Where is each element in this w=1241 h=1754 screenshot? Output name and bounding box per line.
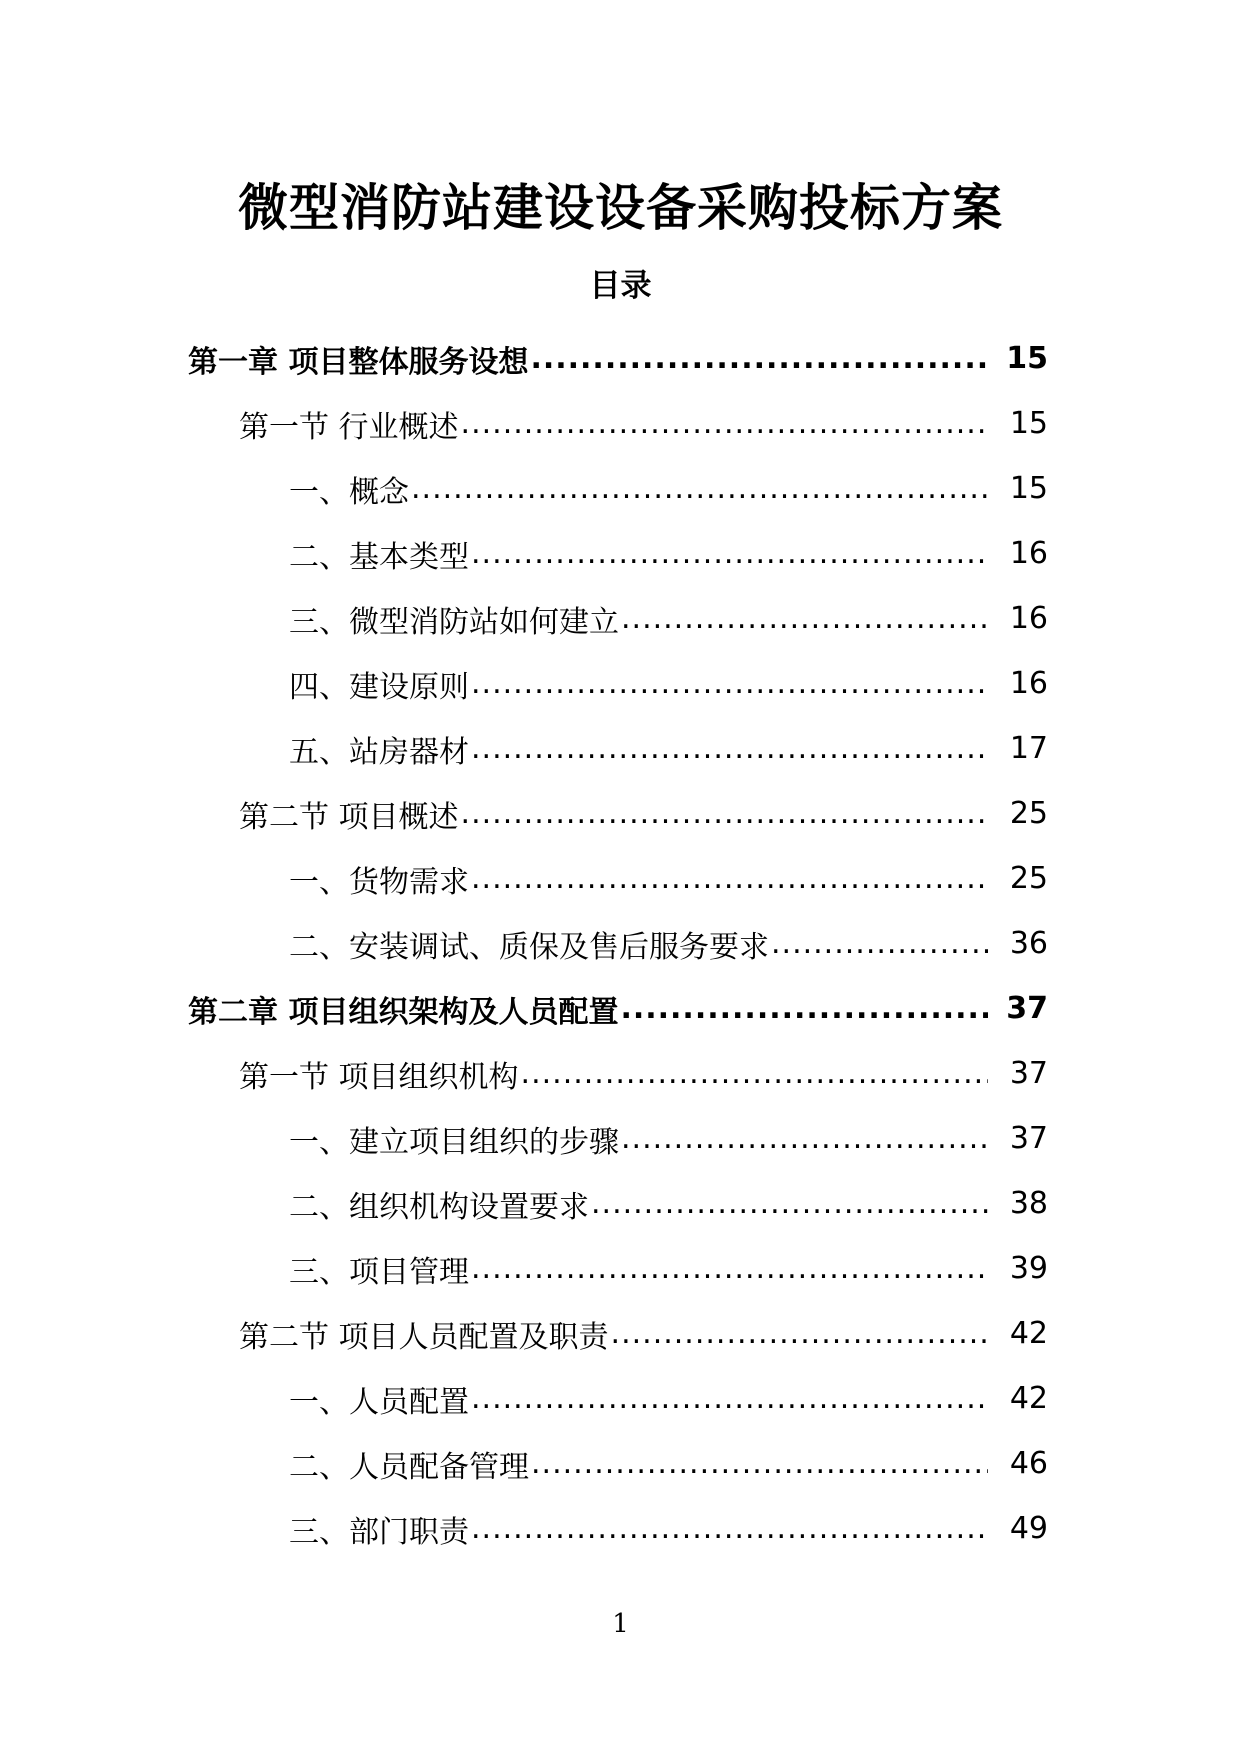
toc-entry-subsection[interactable] <box>0 846 1241 911</box>
toc-entry-page: 49 <box>1009 1511 1048 1546</box>
toc-entry-page: 15 <box>1009 406 1048 441</box>
toc-entry-label: 三、部门职责 <box>289 1514 469 1550</box>
toc-entry-label: 第二节 项目概述 <box>239 799 459 835</box>
table-of-contents <box>0 326 1241 1561</box>
toc-entry-chapter-1[interactable] <box>0 326 1241 391</box>
page-number: 1 <box>612 1609 629 1639</box>
toc-dot-leader <box>591 1186 988 1221</box>
toc-entry-subsection[interactable] <box>0 586 1241 651</box>
toc-entry-label: 一、建立项目组织的步骤 <box>289 1124 619 1160</box>
toc-entry-subsection[interactable] <box>0 911 1241 976</box>
toc-entry-subsection[interactable] <box>0 1431 1241 1496</box>
toc-entry-page: 42 <box>1009 1316 1048 1351</box>
toc-dot-leader <box>620 991 988 1026</box>
toc-dot-leader <box>471 666 988 701</box>
toc-entry-label: 第二节 项目人员配置及职责 <box>239 1319 609 1355</box>
toc-entry-label: 一、货物需求 <box>289 864 469 900</box>
toc-entry-page: 42 <box>1009 1381 1048 1416</box>
toc-entry-page: 39 <box>1009 1251 1048 1286</box>
toc-entry-label: 二、基本类型 <box>289 539 469 575</box>
toc-entry-subsection[interactable] <box>0 521 1241 586</box>
toc-dot-leader <box>411 471 988 506</box>
toc-entry-label: 第一章 项目整体服务设想 <box>188 344 529 380</box>
toc-entry-page: 16 <box>1009 536 1048 571</box>
toc-entry-page: 17 <box>1009 731 1048 766</box>
toc-entry-page: 38 <box>1009 1186 1048 1221</box>
toc-entry-page: 46 <box>1009 1446 1048 1481</box>
toc-entry-label: 一、概念 <box>289 474 409 510</box>
toc-dot-leader <box>621 1121 988 1156</box>
toc-entry-label: 五、站房器材 <box>289 734 469 770</box>
toc-dot-leader <box>461 406 988 441</box>
toc-entry-section[interactable] <box>0 781 1241 846</box>
toc-entry-page: 15 <box>1009 471 1048 506</box>
toc-entry-label: 二、安装调试、质保及售后服务要求 <box>289 929 769 965</box>
toc-entry-subsection[interactable] <box>0 1496 1241 1561</box>
toc-entry-page: 37 <box>1006 991 1048 1026</box>
toc-entry-label: 二、组织机构设置要求 <box>289 1189 589 1225</box>
toc-entry-page: 15 <box>1006 341 1048 376</box>
toc-entry-subsection[interactable] <box>0 1236 1241 1301</box>
toc-entry-label: 第一节 行业概述 <box>239 409 459 445</box>
toc-entry-subsection[interactable] <box>0 456 1241 521</box>
toc-entry-label: 二、人员配备管理 <box>289 1449 529 1485</box>
toc-entry-label: 三、项目管理 <box>289 1254 469 1290</box>
toc-dot-leader <box>530 341 988 376</box>
toc-dot-leader <box>471 1511 988 1546</box>
toc-dot-leader <box>471 861 988 896</box>
toc-entry-label: 三、微型消防站如何建立 <box>289 604 619 640</box>
toc-entry-label: 一、人员配置 <box>289 1384 469 1420</box>
toc-dot-leader <box>471 1381 988 1416</box>
toc-dot-leader <box>471 536 988 571</box>
toc-dot-leader <box>471 731 988 766</box>
toc-entry-section[interactable] <box>0 1301 1241 1366</box>
toc-entry-subsection[interactable] <box>0 651 1241 716</box>
toc-heading: 目录 <box>589 268 652 304</box>
toc-entry-page: 16 <box>1009 666 1048 701</box>
toc-dot-leader <box>461 796 988 831</box>
toc-entry-section[interactable] <box>0 391 1241 456</box>
toc-entry-label: 四、建设原则 <box>289 669 469 705</box>
toc-entry-section[interactable] <box>0 1041 1241 1106</box>
toc-entry-page: 36 <box>1009 926 1048 961</box>
toc-dot-leader <box>621 601 988 636</box>
toc-entry-page: 37 <box>1009 1121 1048 1156</box>
toc-entry-page: 37 <box>1009 1056 1048 1091</box>
toc-entry-subsection[interactable] <box>0 1171 1241 1236</box>
toc-dot-leader <box>611 1316 988 1351</box>
toc-entry-page: 16 <box>1009 601 1048 636</box>
toc-entry-page: 25 <box>1009 861 1048 896</box>
toc-dot-leader <box>521 1056 988 1091</box>
toc-dot-leader <box>771 926 988 961</box>
toc-dot-leader <box>471 1251 988 1286</box>
toc-dot-leader <box>531 1446 988 1481</box>
toc-entry-subsection[interactable] <box>0 716 1241 781</box>
toc-entry-label: 第二章 项目组织架构及人员配置 <box>188 994 619 1030</box>
toc-entry-page: 25 <box>1009 796 1048 831</box>
toc-entry-subsection[interactable] <box>0 1106 1241 1171</box>
toc-entry-chapter-2[interactable] <box>0 976 1241 1041</box>
toc-entry-subsection[interactable] <box>0 1366 1241 1431</box>
document-title: 微型消防站建设设备采购投标方案 <box>238 179 1003 237</box>
toc-entry-label: 第一节 项目组织机构 <box>239 1059 519 1095</box>
